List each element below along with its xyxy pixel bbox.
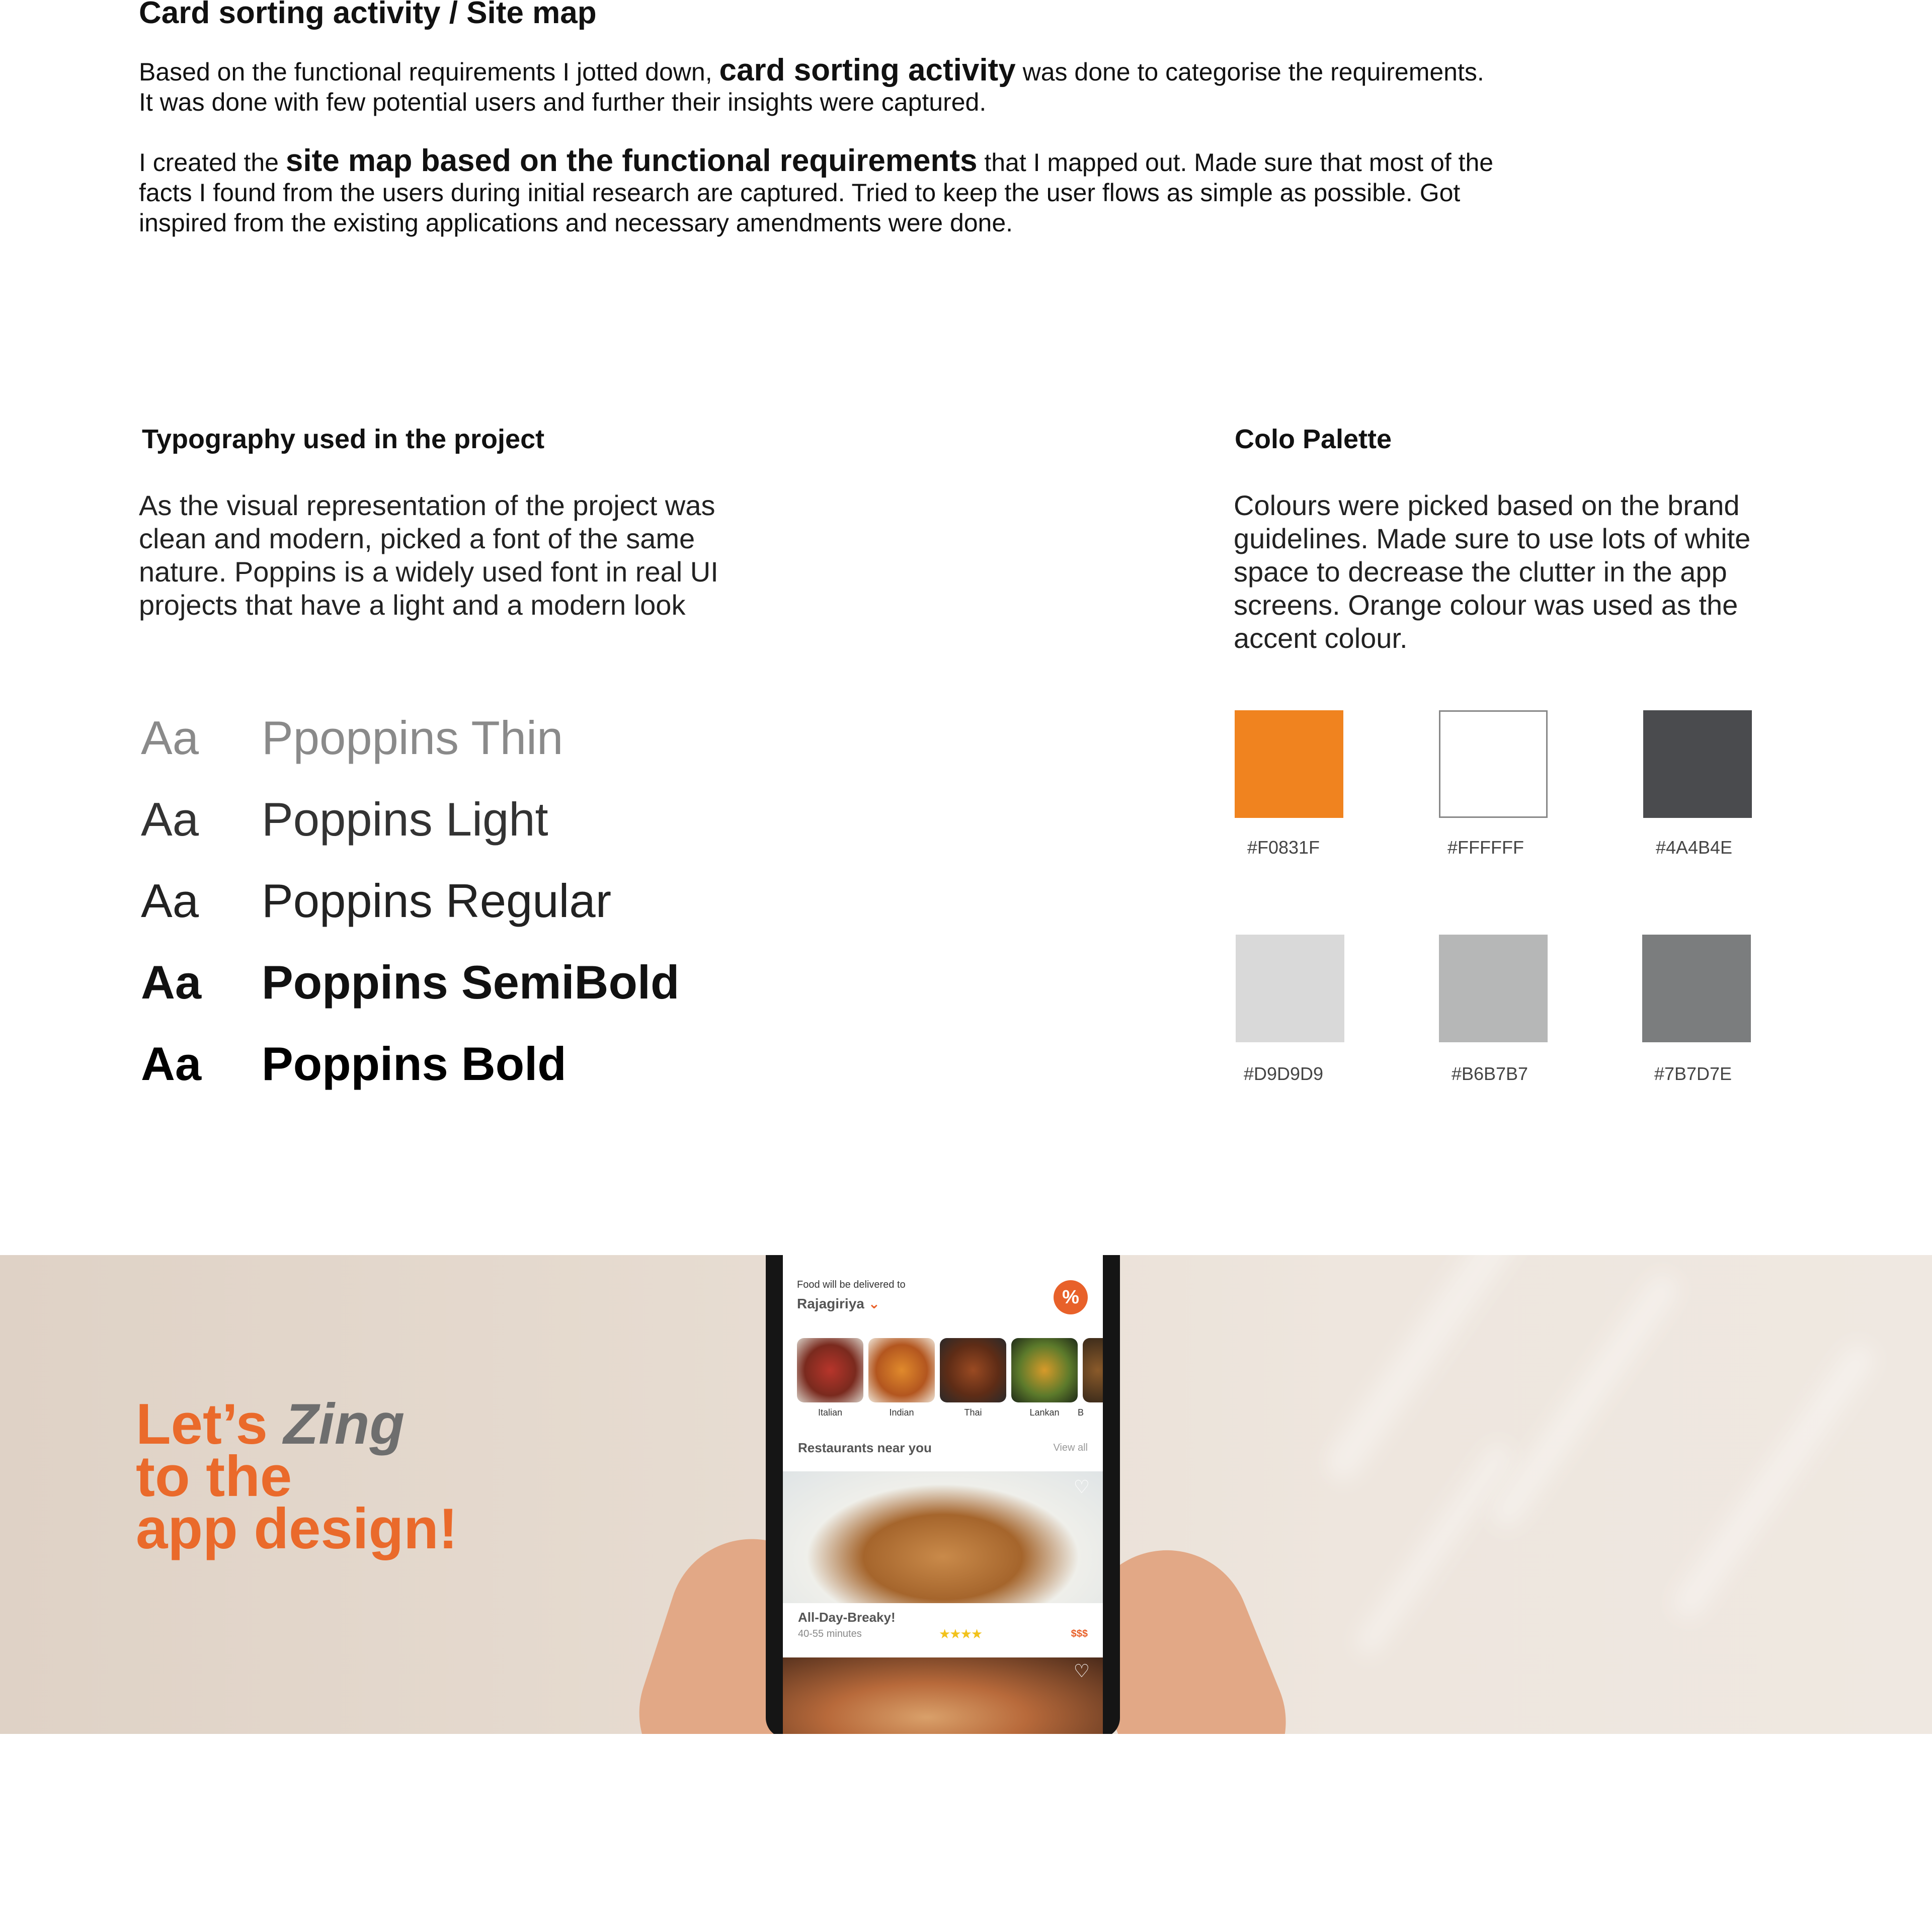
category-label: Italian <box>818 1407 843 1418</box>
font-sample-name: Poppins SemiBold <box>262 956 680 1009</box>
hero-tagline <box>136 1392 458 1561</box>
color-hex-label: #D9D9D9 <box>1243 1063 1324 1084</box>
category-indian-image[interactable] <box>868 1338 935 1402</box>
view-all-link[interactable]: View all <box>1053 1442 1088 1453</box>
palette-description: Colours were picked based on the brand guidelines. Made sure to use lots of white space to decrease the clutter in the app screens. Orange colour was used as the accent colour. <box>1234 489 1751 654</box>
light-shadow-decoration <box>1667 1339 1880 1624</box>
light-shadow-decoration <box>1351 1439 1516 1659</box>
category-lankan-image[interactable] <box>1011 1338 1078 1402</box>
category-more-image[interactable] <box>1083 1338 1103 1402</box>
category-label: Lankan <box>1029 1407 1060 1418</box>
color-swatch-mid-gray <box>1439 935 1548 1042</box>
category-label: Indian <box>889 1407 914 1418</box>
location-name: Rajagiriya <box>797 1296 864 1311</box>
category-label: Thai <box>964 1407 982 1418</box>
restaurant-image-pizza[interactable] <box>783 1657 1103 1734</box>
restaurants-section-title: Restaurants near you <box>798 1440 932 1455</box>
delivery-time: 40-55 minutes <box>798 1628 862 1639</box>
font-sample-aa: Aa <box>141 956 202 1009</box>
sitemap-paragraph-1 <box>139 55 1497 117</box>
light-shadow-decoration <box>1486 1269 1683 1533</box>
color-swatch-dark-gray <box>1643 710 1752 818</box>
color-hex-label: #F0831F <box>1247 837 1320 858</box>
promo-percent-icon[interactable]: % <box>1054 1280 1088 1314</box>
font-sample-name: Ppoppins Thin <box>262 711 564 764</box>
tagline-line-3: app design! <box>136 1497 458 1561</box>
light-shadow-decoration <box>1319 1255 1550 1487</box>
font-sample-name: Poppins Light <box>262 793 548 846</box>
heart-icon[interactable]: ♡ <box>1073 1660 1090 1681</box>
font-sample-semibold <box>141 955 795 1010</box>
category-italian-image[interactable] <box>797 1338 863 1402</box>
price-level: $$$ <box>1071 1628 1088 1639</box>
tagline-text: Let’s <box>136 1392 284 1456</box>
color-hex-label: #7B7D7E <box>1654 1063 1732 1084</box>
app-home-screen <box>783 1255 1103 1734</box>
tagline-line-1 <box>136 1392 458 1456</box>
text-run: that I mapped out. Made sure that most of the facts I found from the users during initial research are captured. Tried to keep the user flows as simple as possible. Got inspired from the existing applications and necessary amendments were done. <box>139 148 1494 237</box>
rating-stars-icon: ★★★★ <box>939 1626 982 1641</box>
typography-title: Typography used in the project <box>142 424 545 454</box>
font-sample-aa: Aa <box>141 874 199 927</box>
text-run-bold: card sorting activity <box>719 53 1016 88</box>
color-hex-label: #4A4B4E <box>1655 837 1733 858</box>
palette-title: Colo Palette <box>1235 424 1392 454</box>
font-sample-aa: Aa <box>141 1037 202 1090</box>
font-sample-regular <box>141 873 795 929</box>
category-label: B <box>1078 1407 1084 1418</box>
hero-banner <box>0 1255 1932 1734</box>
font-sample-aa: Aa <box>141 711 199 764</box>
deliver-label: Food will be delivered to <box>797 1279 906 1290</box>
color-swatch-orange <box>1235 710 1343 818</box>
location-selector[interactable] <box>797 1295 880 1312</box>
heart-icon[interactable]: ♡ <box>1073 1476 1090 1497</box>
sitemap-title: Card sorting activity / Site map <box>139 0 597 30</box>
sitemap-paragraph-2 <box>139 143 1497 238</box>
category-thai-image[interactable] <box>940 1338 1006 1402</box>
text-run: I created the <box>139 148 286 177</box>
tagline-highlight: Zing <box>283 1392 405 1456</box>
font-sample-name: Poppins Regular <box>262 874 611 927</box>
restaurant-name[interactable]: All-Day-Breaky! <box>798 1610 896 1625</box>
text-run-bold: site map based on the functional requirements <box>285 143 978 178</box>
color-swatch-gray <box>1642 935 1751 1042</box>
color-hex-label: #B6B7B7 <box>1451 1063 1528 1084</box>
color-hex-label: #FFFFFF <box>1447 837 1524 858</box>
tagline-line-2: to the <box>136 1445 292 1509</box>
font-sample-thin <box>141 710 795 766</box>
color-swatch-white <box>1439 710 1548 818</box>
typography-description: As the visual representation of the project was clean and modern, picked a font of the same nature. Poppins is a widely used font in real UI projects that have a light and a modern look <box>139 489 718 621</box>
font-sample-aa: Aa <box>141 793 199 846</box>
text-run: was done to categorise the requirements. It was done with few potential users and further their insights were captured. <box>139 58 1484 116</box>
chevron-down-icon: ⌄ <box>868 1296 880 1311</box>
font-sample-bold <box>141 1036 795 1092</box>
font-sample-light <box>141 792 795 847</box>
text-run: Based on the functional requirements I jotted down, <box>139 58 719 86</box>
phone-mockup <box>766 1255 1120 1734</box>
color-swatch-light-gray <box>1236 935 1344 1042</box>
font-sample-name: Poppins Bold <box>262 1037 567 1090</box>
restaurant-image-pancakes[interactable] <box>783 1471 1103 1603</box>
